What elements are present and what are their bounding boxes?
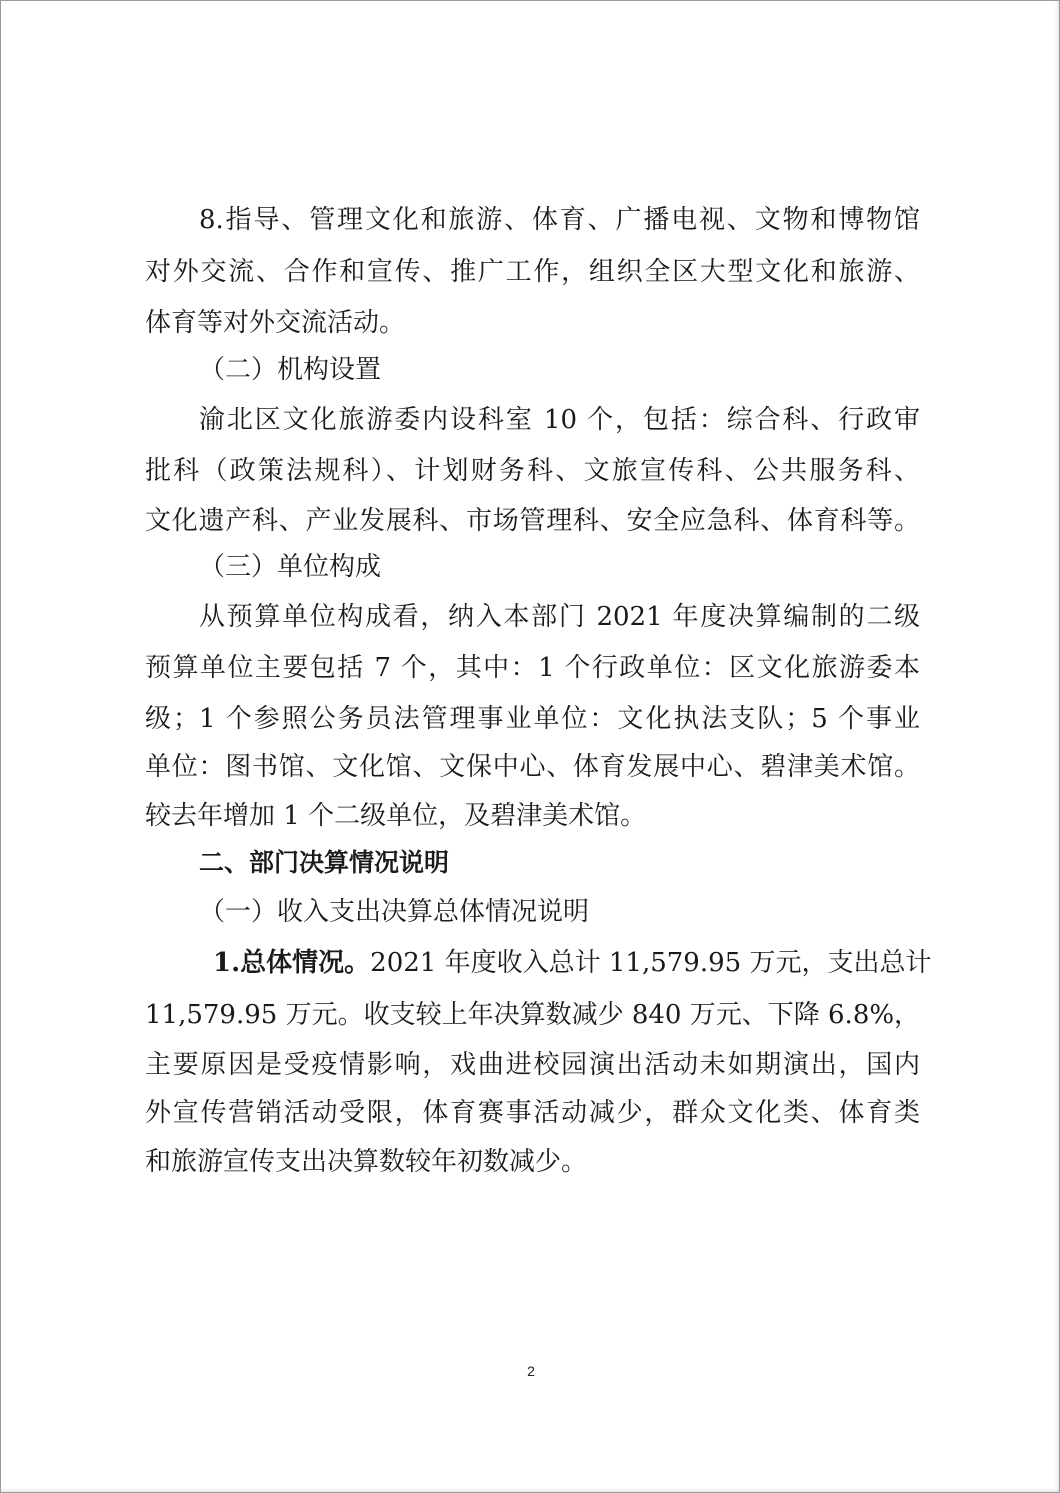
page-number: 2	[527, 1363, 535, 1379]
subsection-1-heading: （一）收入支出决算总体情况说明	[199, 897, 590, 927]
overall-line-1	[213, 943, 932, 983]
overall-line-5: 和旅游宣传支出决算数较年初数减少。	[145, 1147, 588, 1177]
overall-line-3: 主要原因是受疫情影响，戏曲进校园演出活动未如期演出，国内	[145, 1050, 920, 1080]
paragraph-8-line-2: 对外交流、合作和宣传、推广工作，组织全区大型文化和旅游、	[145, 257, 920, 287]
paragraph-8-line-1: 8.指导、管理文化和旅游、体育、广播电视、文物和博物馆	[199, 205, 920, 235]
overall-line-4: 外宣传营销活动受限，体育赛事活动减少，群众文化类、体育类	[145, 1098, 920, 1128]
section-3-body-line-5: 较去年增加 1 个二级单位，及碧津美术馆。	[145, 801, 647, 831]
section-3-body-line-4: 单位：图书馆、文化馆、文保中心、体育发展中心、碧津美术馆。	[145, 752, 920, 782]
overall-line-2: 11,579.95 万元。收支较上年决算数减少 840 万元、下降 6.8%，	[145, 1000, 921, 1030]
section-3-heading: （三）单位构成	[199, 552, 382, 582]
section-3-body-line-3: 级；1 个参照公务员法管理事业单位：文化执法支队；5 个事业	[145, 704, 920, 734]
part-2-heading: 二、部门决算情况说明	[199, 848, 450, 877]
section-2-heading: （二）机构设置	[199, 355, 382, 385]
overall-line-1-rest: 2021 年度收入总计 11,579.95 万元，支出总计	[370, 948, 932, 978]
section-2-body-line-3: 文化遗产科、产业发展科、市场管理科、安全应急科、体育科等。	[145, 506, 920, 536]
paragraph-8-line-3: 体育等对外交流活动。	[145, 308, 406, 338]
section-3-body-line-1: 从预算单位构成看，纳入本部门 2021 年度决算编制的二级	[199, 602, 920, 632]
overall-lead: 1.总体情况。	[213, 948, 371, 978]
section-2-body-line-1: 渝北区文化旅游委内设科室 10 个，包括：综合科、行政审	[199, 405, 920, 435]
section-3-body-line-2: 预算单位主要包括 7 个，其中：1 个行政单位：区文化旅游委本	[145, 653, 920, 683]
section-2-body-line-2: 批科（政策法规科）、计划财务科、文旅宣传科、公共服务科、	[145, 456, 920, 486]
